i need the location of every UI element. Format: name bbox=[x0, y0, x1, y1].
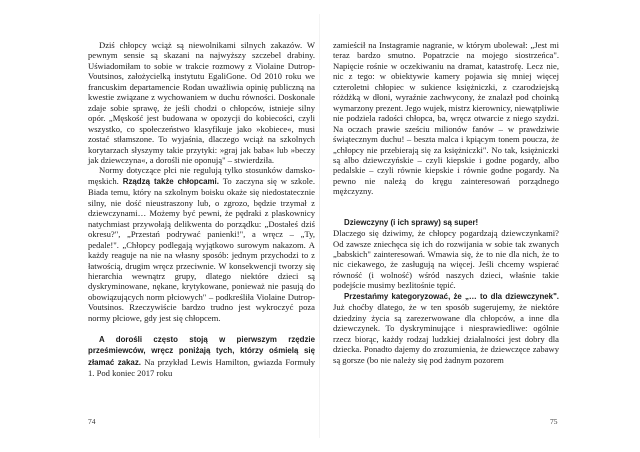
bold-lead: Rządzą także chłopcami. bbox=[122, 176, 219, 186]
page-gutter bbox=[319, 14, 320, 438]
bold-lead: Przestańmy kategoryzować, że „… to dla dziewczynek". bbox=[344, 291, 559, 301]
paragraph-text: To zaczyna się w szkole. Biada temu, który na szkolnym boisku okaże się niedostatecznie silny, nie dość nieustraszony lub, o zgrozo, będzie trzymał z dziewczynami… Możemy być pewni, że pędraki z plaskownicy natychmiast przywołają delikwenta do porządku: „Dostałeś dziś okresu?", „Przestań podrywać panienki!", a wręcz – „Ty, pedale!". „Chłopcy podlegają wyjątkowo surowym nakazom. A każdy reaguje na nie na własny sposób: jednym przychodzi to z łatwością, drugim wręcz przeciwnie. W konsekwencji tworzy się hierarchia wewnątrz grupy, dlatego niektóre dzieci są dyskryminowane, nękane, krytykowane, ponieważ nie pasują do obowiązujących norm płciowych" – podkreśliła Violaine Dutrop-Voutsinos. Rzeczywiście bardzo trudno jest wykroczyć poza normy płciowe, gdy jest się chłopcem. bbox=[88, 175, 316, 323]
page-number: 75 bbox=[550, 417, 558, 426]
section-heading: Dziewczyny (i ich sprawy) są super! bbox=[344, 217, 479, 227]
paragraph-text: Już choćby dlatego, że w ten sposób sugerujemy, że niektóre dziedziny życia są zarezerwowane dla chłopców, a inne dla dziewczynek. To dyskryminujące i niesprawiedliwe: ogólnie rzecz biorąc, każdy rodzaj ludzkiej działalności jest dobry dla dziecka. Ponadto dajemy do zrozumienia, że dziewczęce zabawy są gorsze (bo nie należy się pod żadnym pozorem bbox=[333, 302, 559, 365]
paragraph-gap bbox=[88, 323, 315, 333]
paragraph-text: Normy dotyczące płci nie regulują tylko stosunków damsko-męskich. bbox=[88, 165, 315, 186]
page-number: 74 bbox=[88, 417, 96, 426]
paragraph-text: Na przykład Lewis Hamilton, gwiazda Formuły 1. Pod koniec 2017 roku bbox=[88, 356, 315, 379]
left-page bbox=[88, 40, 315, 378]
paragraph bbox=[333, 291, 559, 365]
bold-lead: A dorośli często stoją w pierwszym rzędzie prześmiewców, wręcz poniżają tych, którzy ośmielą się złamać zakaz. bbox=[88, 334, 315, 367]
paragraph-gap bbox=[333, 197, 559, 207]
right-page bbox=[333, 40, 559, 365]
paragraph: Dziś chłopcy wciąż są niewolnikami silnych zakazów. W pewnym sensie są skazani na najwyższy szczebel drabiny. Uświadomiłam to sobie w trakcie rozmowy z Violaine Dutrop-Voutsinos, założycielką instytutu EgaliGone. Od 2010 roku we francuskim departamencie Rodan uważliwia opinię publiczną na kwestie związane z wychowaniem w duchu równości. Doskonale zdaje sobie sprawę, że jeśli chodzi o chłopców, istnieje silny opór. „Męskość jest budowana w opozycji do kobiecości, czyli wszystko, co społeczeństwo klasyfikuje jako »kobiece«, musi zostać stłamszone. To wyjaśnia, dlaczego wciąż na szkolnych korytarzach słyszymy takie przytyki: »graj jak baba« lub »beczy jak dziewczyna«, a dorośli nie oponują" – stwierdziła. bbox=[88, 40, 315, 165]
paragraph: Dlaczego się dziwimy, że chłopcy pogardzają dziewczynkami? Od zawsze zniechęca się ich do rozwijania w sobie tak zwanych „babskich" zainteresowań. Wmawia się, że to nie dla nich, że to nic ciekawego, że zasługują na więcej. Jeśli chcemy wspierać równość (i wolność) wśród naszych dzieci, właśnie takie podejście musimy bezlitośnie tępić. bbox=[333, 228, 559, 291]
paragraph-gap bbox=[333, 207, 559, 217]
paragraph: zamieścił na Instagramie nagranie, w którym ubolewał: „Jest mi teraz bardzo smutno. Popatrzcie na mojego siostrzeńca". Napięcie rośnie w oczekiwaniu na dramat, katastrofę. Lecz nie, nic z tego: w obiektywie kamery pojawia się mniej więcej czteroletni chłopiec w sukience księżniczki, z czarodziejską różdżką w dłoni, wyraźnie zachwycony, że znalazł pod choinką wymarzony prezent. Jego wujek, mistrz kierownicy, niewątpliwie nie podziela radości chłopca, ba, wręcz otwarcie z niego szydzi. Na oczach prawie sześciu milionów fanów – w prawdziwie świątecznym duchu! – beszta malca i kpiącym tonem poucza, że „chłopcy nie przebierają się za księżniczki". No tak, księżniczki są albo dziewczyńskie – czyli kiepskie i godne pogardy, albo pedalskie – czyli równie kiepskie i równie godne pogardy. Na pewno nie należą do kręgu zainteresowań porządnego mężczyzny. bbox=[333, 40, 559, 197]
paragraph bbox=[88, 334, 315, 379]
paragraph bbox=[88, 165, 315, 323]
